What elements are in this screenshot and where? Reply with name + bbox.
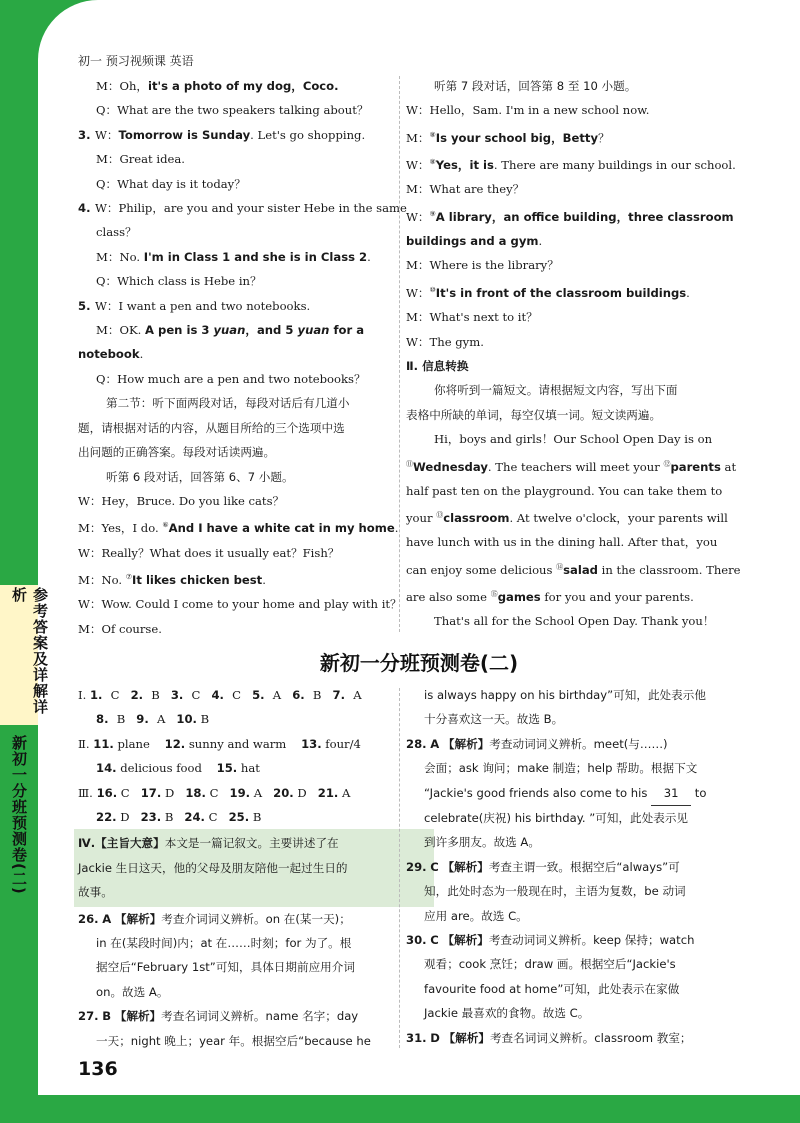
text-line: M：Yes，I do. ⑥And I have a white cat in my home.: [78, 521, 399, 536]
explanation-line: 知，此处时态为一般现在时，主语为复数，be 动词: [424, 884, 686, 899]
column-divider: [399, 76, 400, 632]
text-line: Q：Which class is Hebe in？: [96, 274, 262, 289]
text-line: buildings and a gym.: [406, 234, 543, 249]
text-line: your ⑬classroom. At twelve o'clock，your parents will: [406, 511, 728, 526]
text-line: 表格中所缺的单词，每空仅填一词。短文读两遍。: [406, 407, 662, 422]
side-tab-section: [0, 725, 38, 985]
side-tab-answers-label: 参考答案及详解详析: [10, 587, 49, 715]
text-line: That's all for the School Open Day. Thank you！: [434, 614, 715, 629]
explanation-line: 26. A 【解析】考查介词词义辨析。on 在(某一天)；: [78, 911, 351, 926]
text-line: M：⑧Is your school big，Betty？: [406, 130, 610, 145]
answer-row: 14. delicious food 15. hat: [96, 761, 260, 776]
text-line: M：Where is the library？: [406, 258, 559, 273]
text-line: W：Really？What does it usually eat？Fish？: [78, 545, 340, 560]
explanation-line: on。故选 A。: [96, 984, 169, 999]
page-header: 初一 预习视频课 英语: [78, 54, 194, 68]
text-line: Ⅳ.【主旨大意】本文是一篇记叙文。主要讲述了在: [78, 836, 339, 851]
top-left-column: [78, 74, 428, 641]
text-line: Q：How much are a pen and two notebooks？: [96, 371, 366, 386]
explanation-line: 27. B 【解析】考查名词词义辨析。name 名字；day: [78, 1009, 359, 1024]
text-line: can enjoy some delicious ⑭salad in the classroom. There: [406, 562, 741, 577]
section-heading: Ⅱ. 信息转换: [406, 358, 469, 373]
explanation-line: celebrate(庆祝) his birthday. ”可知，此处表示见: [424, 811, 689, 826]
bottom-right-column: [406, 683, 758, 1050]
text-line: ⑪Wednesday. The teachers will meet your ⑫parents at: [406, 459, 737, 474]
text-line: 3. W：Tomorrow is Sunday. Let's go shopping.: [78, 127, 366, 142]
explanation-line: 29. C 【解析】考查主谓一致。根据空后“always”可: [406, 859, 680, 874]
text-line: 你将听到一篇短文。请根据短文内容，写出下面: [434, 383, 678, 398]
explanation-line: 据空后“February 1st”可知，具体日期前应用介词: [96, 960, 355, 975]
side-tab-answers: [0, 585, 49, 725]
text-line: 故事。: [78, 885, 113, 900]
text-line: M：Oh，it's a photo of my dog，Coco.: [96, 79, 339, 93]
answer-row: Ⅰ. 1. C 2. B 3. C 4. C 5. A 6. B 7. A: [78, 688, 362, 702]
explanation-line: favourite food at home”可知，此处表示在家做: [424, 981, 680, 996]
text-line: W：⑩It's in front of the classroom buildings.: [406, 285, 690, 300]
text-line: W：Wow. Could I come to your home and play with it？: [78, 597, 402, 612]
explanation-line: in 在(某段时间)内；at 在……时刻；for 为了。根: [96, 936, 352, 951]
explanation-line: 到许多朋友。故选 A。: [424, 835, 540, 850]
answer-row: Ⅲ. 16. C 17. D 18. C 19. A 20. D 21. A: [78, 785, 351, 800]
text-line: 听第 7 段对话，回答第 8 至 10 小题。: [434, 79, 637, 93]
page-number: 136: [78, 1058, 118, 1080]
text-line: 听第 6 段对话，回答第 6、7 小题。: [106, 469, 294, 484]
text-line: 出问题的正确答案。每段对话读两遍。: [78, 445, 276, 460]
text-line: M：No. ⑦It likes chicken best.: [78, 572, 266, 587]
section-title: 新初一分班预测卷(二): [319, 651, 519, 675]
summary-highlight: [74, 829, 434, 906]
page: [38, 0, 800, 1095]
text-line: Hi，boys and girls！Our School Open Day is on: [434, 432, 713, 447]
text-line: Q：What are the two speakers talking about？: [96, 103, 369, 118]
text-line: W：⑨A library，an office building，three classroom: [406, 209, 734, 224]
text-line: notebook.: [78, 347, 144, 362]
side-tab-section-label: 新初一分班预测卷(二): [10, 735, 28, 895]
text-line: 4. W：Philip，are you and your sister Hebe in the same: [78, 201, 407, 216]
text-line: have lunch with us in the dining hall. After that，you: [406, 535, 718, 550]
text-line: M：Great idea.: [96, 152, 185, 167]
bottom-left-column: [78, 683, 428, 1053]
text-line: W：⑧Yes，it is. There are many buildings in our school.: [406, 157, 736, 172]
text-line: 第二节：听下面两段对话，每段对话后有几道小: [106, 396, 350, 411]
text-line: Jackie 生日这天，他的父母及朋友陪他一起过生日的: [78, 860, 348, 875]
text-line: W：The gym.: [406, 334, 484, 349]
text-line: 5. W：I want a pen and two notebooks.: [78, 298, 311, 313]
explanation-line: “Jackie's good friends also come to his 31 to: [406, 781, 758, 806]
text-line: M：What's next to it？: [406, 310, 538, 325]
top-right-column: [406, 74, 758, 634]
text-line: W：Hello，Sam. I'm in a new school now.: [406, 103, 650, 118]
explanation-line: 28. A 【解析】考查动词词义辨析。meet(与……): [406, 736, 668, 751]
text-line: W：Hey，Bruce. Do you like cats？: [78, 493, 285, 508]
text-line: M：Of course.: [78, 621, 162, 636]
answer-row: Ⅱ. 11. plane 12. sunny and warm 13. four/4: [78, 736, 361, 751]
text-line: 题，请根据对话的内容，从题目所给的三个选项中选: [78, 420, 345, 435]
explanation-line: 应用 are。故选 C。: [424, 908, 528, 923]
text-line: half past ten on the playground. You can take them to: [406, 483, 723, 498]
explanation-line: is always happy on his birthday”可知，此处表示他: [424, 688, 706, 702]
explanation-line: 一天；night 晚上；year 年。根据空后“because he: [96, 1033, 371, 1048]
text-line: M：OK. A pen is 3 yuan，and 5 yuan for a: [96, 323, 365, 338]
explanation-line: 31. D 【解析】考查名词词义辨析。classroom 教室；: [406, 1030, 692, 1045]
answer-row: 8. B 9. A 10. B: [96, 712, 210, 727]
text-line: class？: [96, 225, 137, 240]
text-line: are also some ⑮games for you and your parents.: [406, 590, 694, 604]
explanation-line: 会面；ask 询问；make 制造；help 帮助。根据下文: [424, 761, 698, 776]
explanation-line: Jackie 最喜欢的食物。故选 C。: [424, 1006, 590, 1021]
text-line: M：No. I'm in Class 1 and she is in Class 2.: [96, 249, 371, 264]
column-divider: [399, 688, 400, 1048]
explanation-line: 十分喜欢这一天。故选 B。: [424, 712, 564, 727]
explanation-line: 30. C 【解析】考查动词词义辨析。keep 保持；watch: [406, 933, 695, 948]
blank-31: 31: [651, 781, 691, 806]
answer-row: 22. D 23. B 24. C 25. B: [96, 810, 262, 825]
text-line: Q：What day is it today？: [96, 176, 246, 191]
text-line: M：What are they？: [406, 182, 525, 197]
explanation-line: 观看；cook 烹饪；draw 画。根据空后“Jackie's: [424, 957, 676, 972]
